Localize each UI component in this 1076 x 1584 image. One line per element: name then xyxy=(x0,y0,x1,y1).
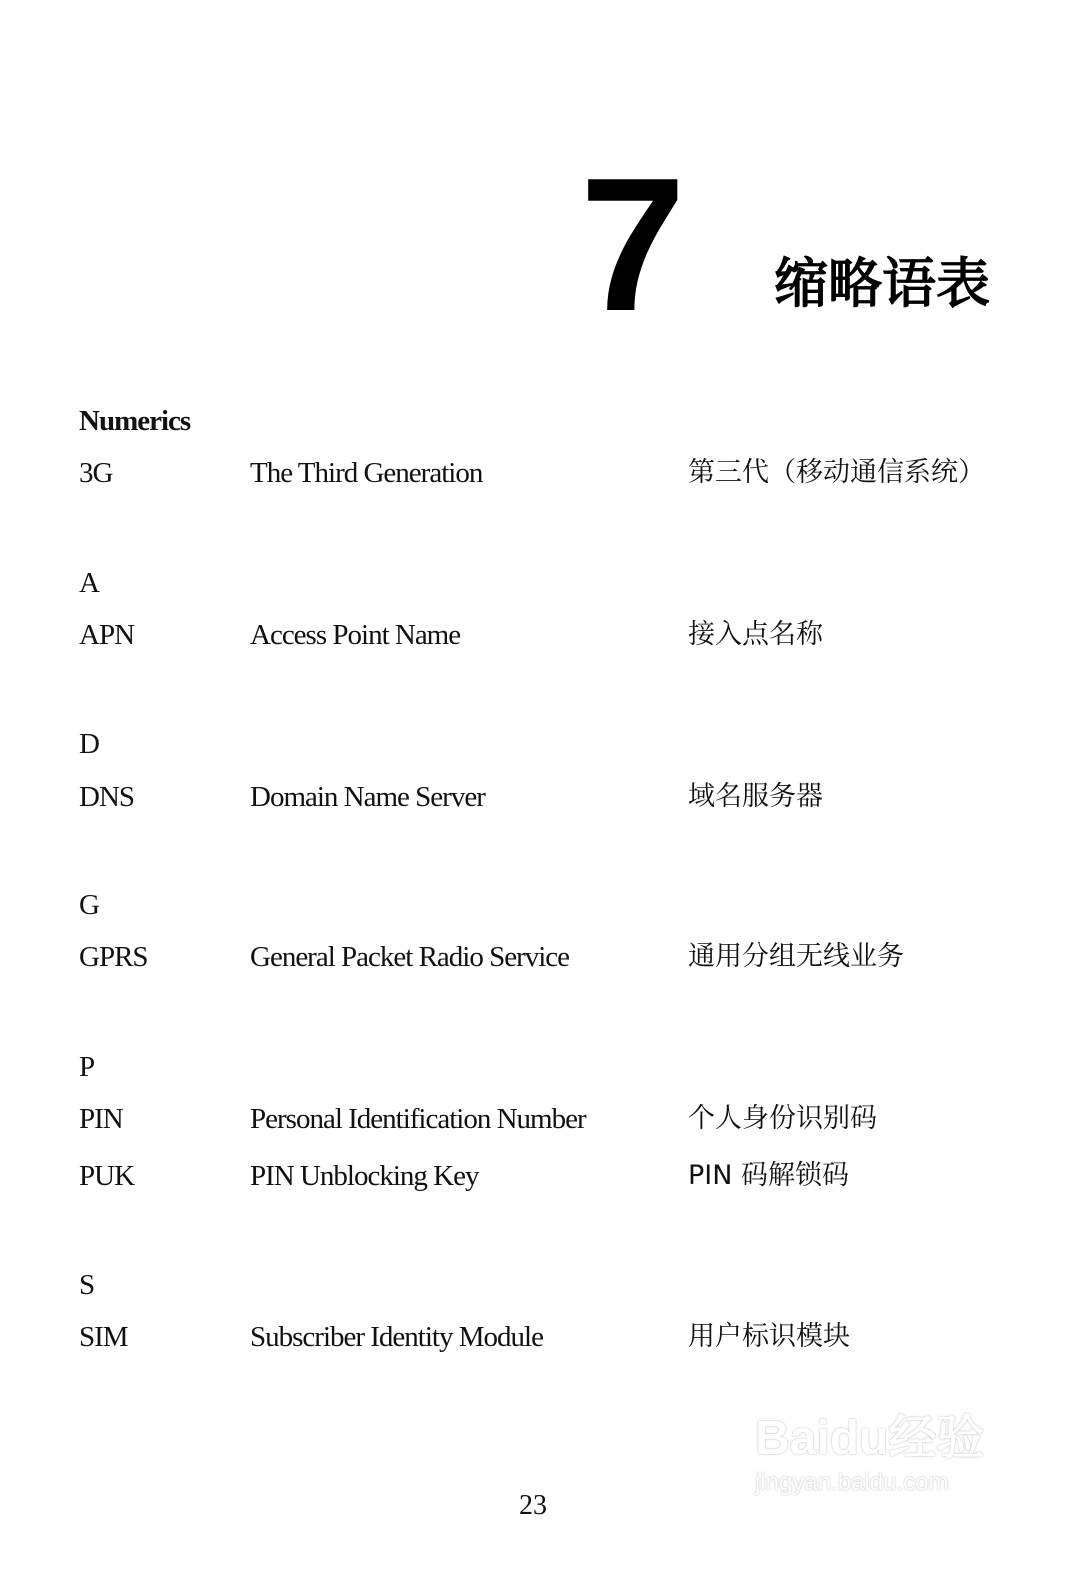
abbreviation: SIM xyxy=(79,1321,128,1353)
chinese-term: PIN 码解锁码 xyxy=(688,1160,850,1191)
chinese-term: 通用分组无线业务 xyxy=(688,941,904,972)
english-term: Personal Identification Number xyxy=(250,1103,586,1135)
abbreviation: PUK xyxy=(79,1160,135,1192)
watermark-url: jingyan.baidu.com xyxy=(755,1469,949,1496)
chinese-term: 接入点名称 xyxy=(688,619,823,650)
chinese-term: 域名服务器 xyxy=(688,781,823,812)
watermark-logo: Baidu经验 xyxy=(755,1412,985,1465)
section-heading: A xyxy=(79,567,99,599)
english-term: PIN Unblocking Key xyxy=(250,1160,479,1192)
english-term: The Third Generation xyxy=(250,457,483,489)
chinese-term: 用户标识模块 xyxy=(688,1321,850,1352)
baidu-watermark xyxy=(755,1410,984,1498)
abbreviation: GPRS xyxy=(79,941,148,973)
english-term: Access Point Name xyxy=(250,619,461,651)
section-heading: D xyxy=(79,728,99,760)
abbreviation: APN xyxy=(79,619,135,651)
english-term: General Packet Radio Service xyxy=(250,941,570,973)
section-heading: P xyxy=(79,1051,95,1083)
chinese-term: 第三代（移动通信系统） xyxy=(688,457,985,488)
section-heading: Numerics xyxy=(79,405,191,437)
english-term: Domain Name Server xyxy=(250,781,485,813)
chapter-number: 7 xyxy=(580,139,686,351)
chinese-term: 个人身份识别码 xyxy=(688,1103,877,1134)
abbreviation: 3G xyxy=(79,457,113,489)
english-term: Subscriber Identity Module xyxy=(250,1321,543,1353)
abbreviation: PIN xyxy=(79,1103,123,1135)
section-heading: S xyxy=(79,1269,95,1301)
section-heading: G xyxy=(79,889,99,921)
abbreviation: DNS xyxy=(79,781,135,813)
chapter-title: 缩略语表 xyxy=(774,252,990,315)
page-number: 23 xyxy=(519,1490,547,1521)
